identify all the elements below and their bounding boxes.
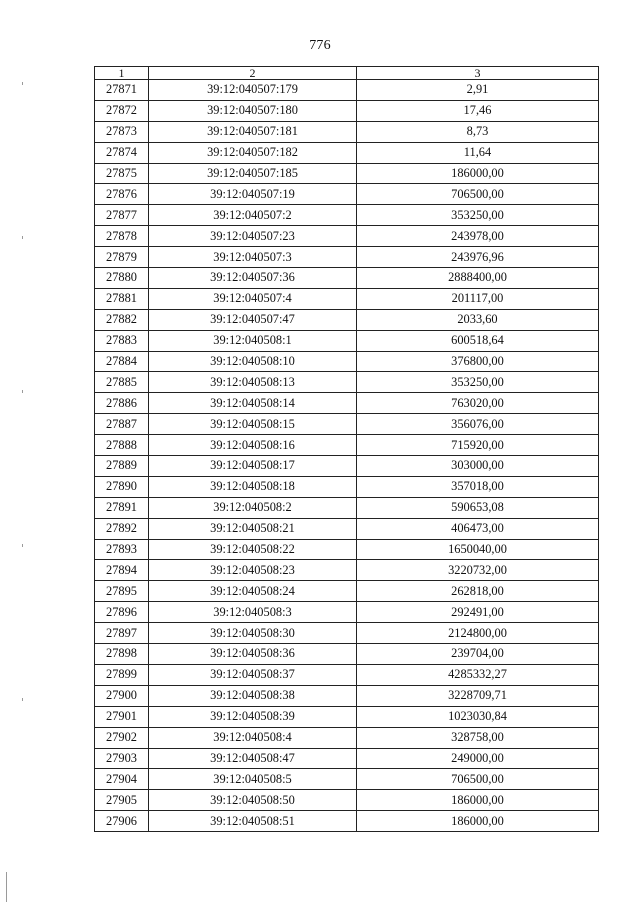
cadastral-number-cell: 39:12:040508:38 (149, 685, 357, 706)
cadastral-number-cell: 39:12:040507:47 (149, 309, 357, 330)
row-number-cell: 27900 (95, 685, 149, 706)
table-row (95, 205, 599, 226)
cadastral-value-cell: 2033,60 (357, 309, 599, 330)
cadastral-value-cell: 249000,00 (357, 748, 599, 769)
cadastral-value-table (94, 66, 599, 832)
scan-speck (6, 872, 7, 902)
cadastral-number-cell: 39:12:040508:5 (149, 769, 357, 790)
cadastral-value-cell: 353250,00 (357, 205, 599, 226)
table-row (95, 644, 599, 665)
table-row (95, 226, 599, 247)
cadastral-value-cell: 186000,00 (357, 790, 599, 811)
row-number-cell: 27898 (95, 644, 149, 665)
row-number-cell: 27874 (95, 142, 149, 163)
cadastral-number-cell: 39:12:040508:18 (149, 476, 357, 497)
cadastral-number-cell: 39:12:040507:4 (149, 288, 357, 309)
table-row (95, 769, 599, 790)
cadastral-number-cell: 39:12:040508:1 (149, 330, 357, 351)
row-number-cell: 27897 (95, 623, 149, 644)
cadastral-value-cell: 17,46 (357, 100, 599, 121)
table-row (95, 184, 599, 205)
table-row (95, 623, 599, 644)
table-row (95, 163, 599, 184)
cadastral-value-cell: 406473,00 (357, 518, 599, 539)
table-row (95, 497, 599, 518)
row-number-cell: 27894 (95, 560, 149, 581)
table-row (95, 539, 599, 560)
table-row (95, 288, 599, 309)
cadastral-number-cell: 39:12:040507:181 (149, 121, 357, 142)
row-number-cell: 27887 (95, 414, 149, 435)
cadastral-number-cell: 39:12:040508:2 (149, 497, 357, 518)
cadastral-number-cell: 39:12:040507:3 (149, 247, 357, 268)
cadastral-number-cell: 39:12:040508:36 (149, 644, 357, 665)
scan-speck (22, 390, 23, 393)
cadastral-value-cell: 2,91 (357, 80, 599, 101)
cadastral-value-cell: 262818,00 (357, 581, 599, 602)
cadastral-value-cell: 8,73 (357, 121, 599, 142)
cadastral-value-cell: 186000,00 (357, 811, 599, 832)
row-number-cell: 27883 (95, 330, 149, 351)
cadastral-value-cell: 1023030,84 (357, 706, 599, 727)
table-row (95, 393, 599, 414)
row-number-cell: 27904 (95, 769, 149, 790)
row-number-cell: 27905 (95, 790, 149, 811)
table-row (95, 351, 599, 372)
table-row (95, 476, 599, 497)
row-number-cell: 27879 (95, 247, 149, 268)
table-row (95, 100, 599, 121)
cadastral-number-cell: 39:12:040508:51 (149, 811, 357, 832)
table-row (95, 581, 599, 602)
column-header-number: 1 (95, 67, 149, 80)
table-row (95, 748, 599, 769)
row-number-cell: 27876 (95, 184, 149, 205)
row-number-cell: 27871 (95, 80, 149, 101)
cadastral-value-cell: 3228709,71 (357, 685, 599, 706)
row-number-cell: 27890 (95, 476, 149, 497)
cadastral-value-cell: 328758,00 (357, 727, 599, 748)
cadastral-number-cell: 39:12:040507:182 (149, 142, 357, 163)
row-number-cell: 27882 (95, 309, 149, 330)
table-row (95, 142, 599, 163)
table-row (95, 560, 599, 581)
table-row (95, 121, 599, 142)
table-row (95, 727, 599, 748)
cadastral-number-cell: 39:12:040508:3 (149, 602, 357, 623)
cadastral-number-cell: 39:12:040508:13 (149, 372, 357, 393)
table-row (95, 706, 599, 727)
table-row (95, 685, 599, 706)
table-row (95, 456, 599, 477)
row-number-cell: 27873 (95, 121, 149, 142)
cadastral-value-cell: 11,64 (357, 142, 599, 163)
row-number-cell: 27875 (95, 163, 149, 184)
scan-speck (22, 544, 23, 547)
row-number-cell: 27892 (95, 518, 149, 539)
cadastral-value-cell: 376800,00 (357, 351, 599, 372)
cadastral-number-cell: 39:12:040508:30 (149, 623, 357, 644)
cadastral-number-cell: 39:12:040508:24 (149, 581, 357, 602)
table-row (95, 80, 599, 101)
cadastral-number-cell: 39:12:040507:19 (149, 184, 357, 205)
cadastral-value-cell: 2124800,00 (357, 623, 599, 644)
cadastral-value-cell: 357018,00 (357, 476, 599, 497)
row-number-cell: 27902 (95, 727, 149, 748)
cadastral-number-cell: 39:12:040508:16 (149, 435, 357, 456)
table-header-row (95, 67, 599, 80)
cadastral-number-cell: 39:12:040507:2 (149, 205, 357, 226)
table-row (95, 518, 599, 539)
cadastral-number-cell: 39:12:040507:185 (149, 163, 357, 184)
table-row (95, 664, 599, 685)
cadastral-value-cell: 706500,00 (357, 184, 599, 205)
cadastral-number-cell: 39:12:040508:17 (149, 456, 357, 477)
cadastral-number-cell: 39:12:040508:14 (149, 393, 357, 414)
row-number-cell: 27906 (95, 811, 149, 832)
row-number-cell: 27901 (95, 706, 149, 727)
cadastral-value-cell: 239704,00 (357, 644, 599, 665)
cadastral-value-cell: 1650040,00 (357, 539, 599, 560)
row-number-cell: 27899 (95, 664, 149, 685)
cadastral-value-cell: 243976,96 (357, 247, 599, 268)
row-number-cell: 27878 (95, 226, 149, 247)
table-row (95, 602, 599, 623)
cadastral-value-cell: 356076,00 (357, 414, 599, 435)
cadastral-value-cell: 2888400,00 (357, 268, 599, 289)
cadastral-number-cell: 39:12:040508:4 (149, 727, 357, 748)
cadastral-number-cell: 39:12:040508:22 (149, 539, 357, 560)
row-number-cell: 27884 (95, 351, 149, 372)
table-row (95, 268, 599, 289)
column-header-cadastral-value: 3 (357, 67, 599, 80)
cadastral-number-cell: 39:12:040507:23 (149, 226, 357, 247)
table-row (95, 811, 599, 832)
scan-speck (22, 698, 23, 701)
cadastral-number-cell: 39:12:040508:10 (149, 351, 357, 372)
scan-speck (22, 82, 23, 85)
cadastral-value-cell: 715920,00 (357, 435, 599, 456)
row-number-cell: 27877 (95, 205, 149, 226)
row-number-cell: 27886 (95, 393, 149, 414)
row-number-cell: 27872 (95, 100, 149, 121)
row-number-cell: 27896 (95, 602, 149, 623)
cadastral-value-cell: 186000,00 (357, 163, 599, 184)
table-body (95, 80, 599, 832)
cadastral-value-cell: 303000,00 (357, 456, 599, 477)
page-number: 776 (309, 38, 331, 53)
cadastral-value-cell: 706500,00 (357, 769, 599, 790)
scan-speck (22, 236, 23, 239)
cadastral-number-cell: 39:12:040508:47 (149, 748, 357, 769)
table-row (95, 247, 599, 268)
cadastral-value-cell: 353250,00 (357, 372, 599, 393)
column-header-cadastral-number: 2 (149, 67, 357, 80)
row-number-cell: 27893 (95, 539, 149, 560)
cadastral-value-cell: 292491,00 (357, 602, 599, 623)
cadastral-value-cell: 243978,00 (357, 226, 599, 247)
table-row (95, 309, 599, 330)
table-row (95, 330, 599, 351)
row-number-cell: 27885 (95, 372, 149, 393)
cadastral-number-cell: 39:12:040507:179 (149, 80, 357, 101)
table-row (95, 372, 599, 393)
row-number-cell: 27881 (95, 288, 149, 309)
cadastral-number-cell: 39:12:040507:36 (149, 268, 357, 289)
row-number-cell: 27891 (95, 497, 149, 518)
table-row (95, 435, 599, 456)
cadastral-number-cell: 39:12:040508:37 (149, 664, 357, 685)
cadastral-value-cell: 4285332,27 (357, 664, 599, 685)
row-number-cell: 27895 (95, 581, 149, 602)
cadastral-value-cell: 600518,64 (357, 330, 599, 351)
cadastral-value-cell: 590653,08 (357, 497, 599, 518)
cadastral-value-cell: 763020,00 (357, 393, 599, 414)
table-row (95, 790, 599, 811)
cadastral-number-cell: 39:12:040507:180 (149, 100, 357, 121)
row-number-cell: 27888 (95, 435, 149, 456)
row-number-cell: 27903 (95, 748, 149, 769)
cadastral-number-cell: 39:12:040508:39 (149, 706, 357, 727)
cadastral-number-cell: 39:12:040508:21 (149, 518, 357, 539)
cadastral-value-cell: 3220732,00 (357, 560, 599, 581)
cadastral-number-cell: 39:12:040508:23 (149, 560, 357, 581)
table-row (95, 414, 599, 435)
row-number-cell: 27880 (95, 268, 149, 289)
cadastral-number-cell: 39:12:040508:15 (149, 414, 357, 435)
cadastral-value-cell: 201117,00 (357, 288, 599, 309)
cadastral-number-cell: 39:12:040508:50 (149, 790, 357, 811)
row-number-cell: 27889 (95, 456, 149, 477)
